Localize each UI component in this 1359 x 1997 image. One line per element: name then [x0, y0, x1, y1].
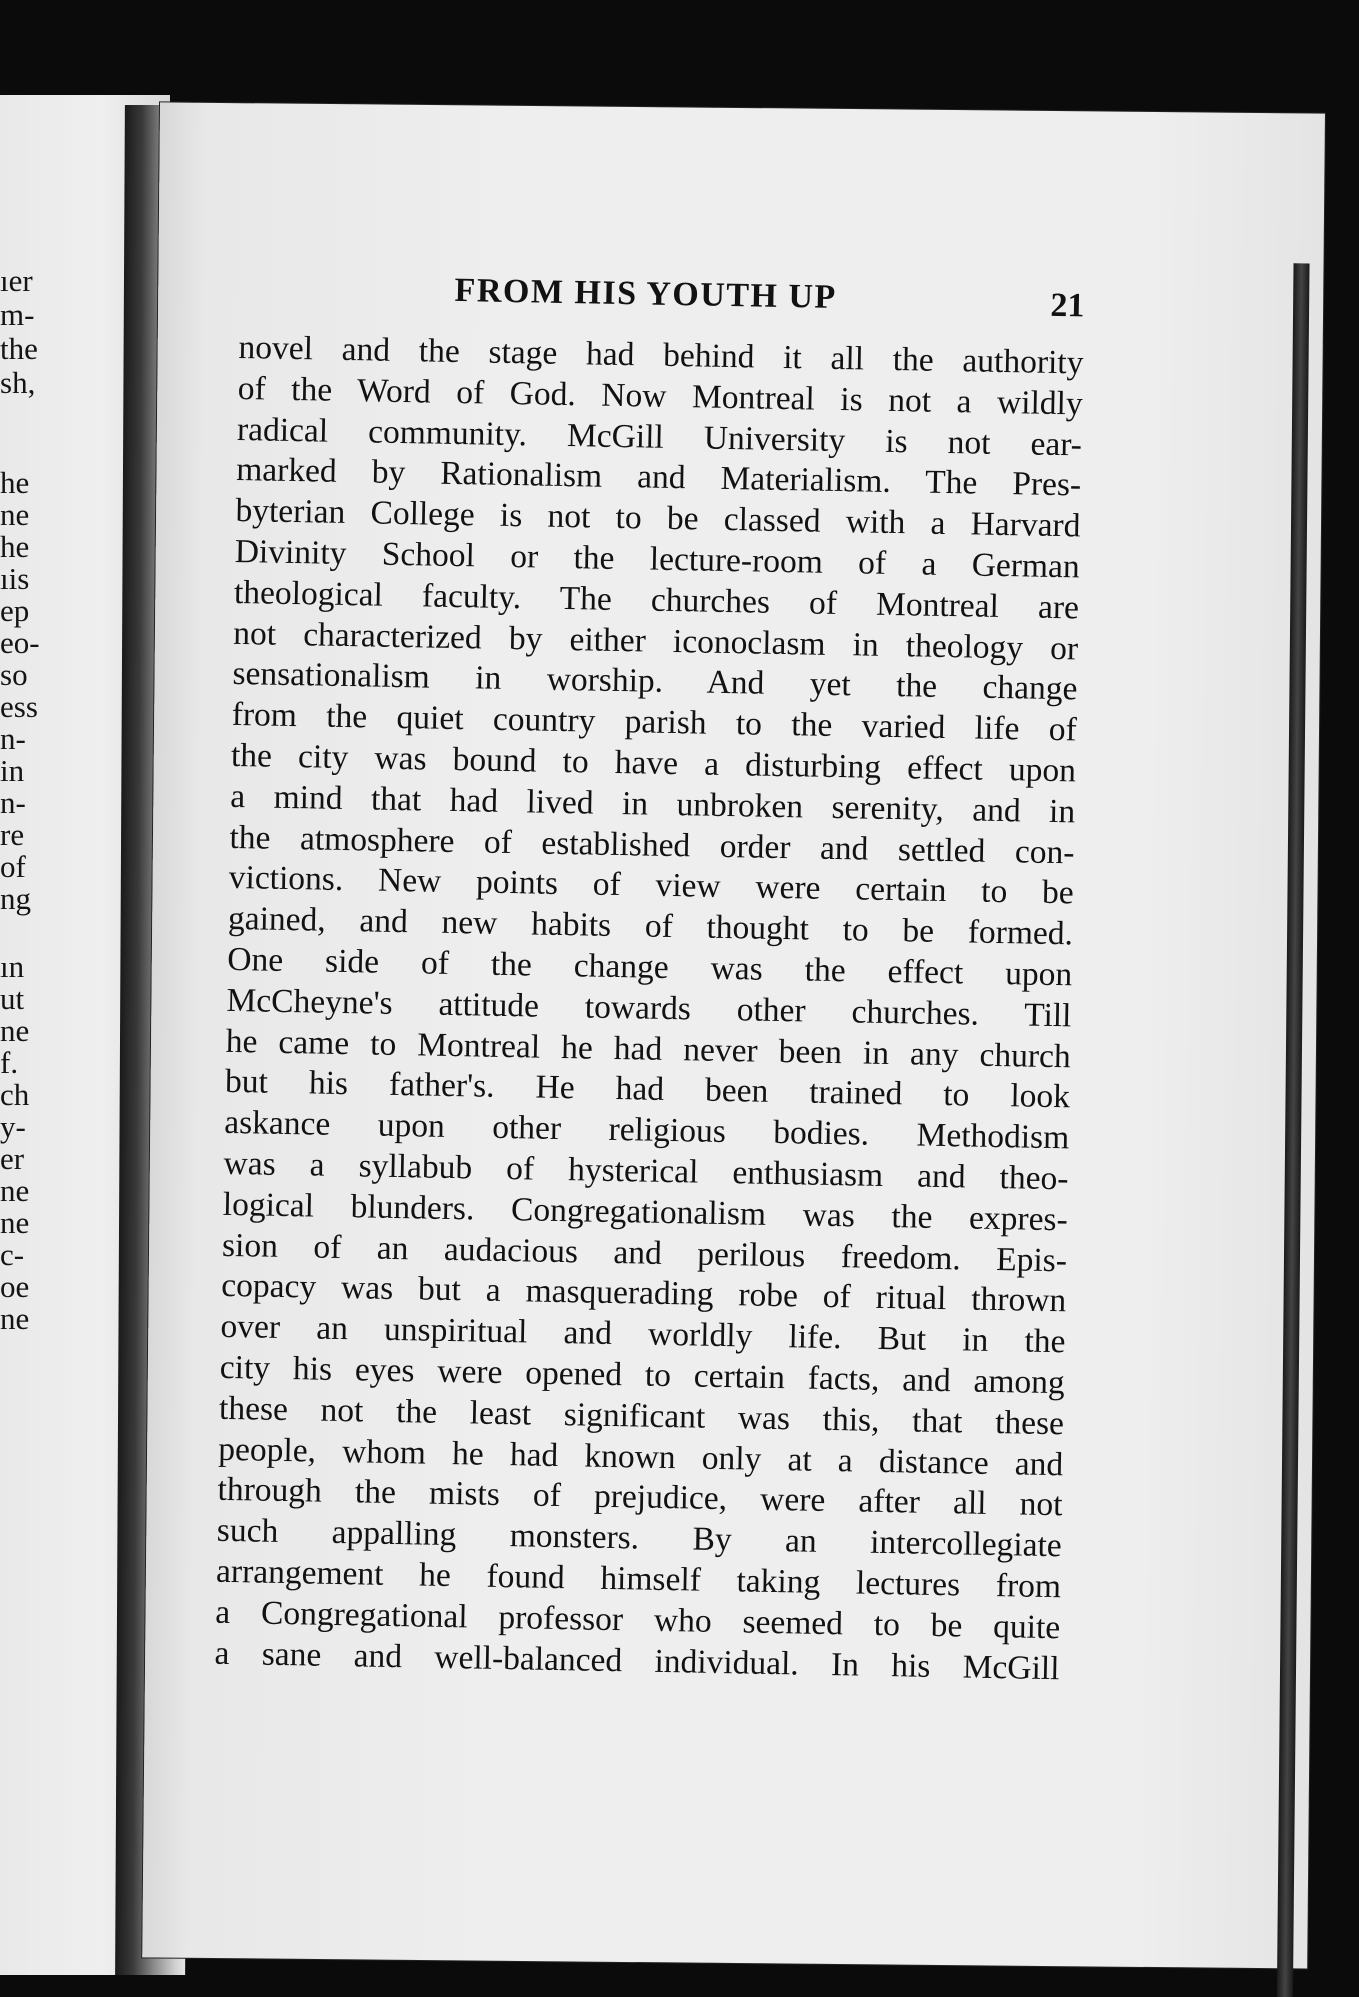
previous-page-fragment: n- — [0, 785, 26, 820]
text-line: askance upon other religious bodies. Methodism — [223, 1104, 1070, 1157]
previous-page-fragment: n- — [0, 721, 26, 756]
previous-page-fragment: the — [0, 331, 38, 366]
text-line: Divinity School or the lecture-room of a German — [234, 532, 1081, 586]
previous-page-fragment: ne — [0, 1013, 30, 1048]
text-line: he came to Montreal he had never been in any church — [225, 1022, 1072, 1075]
previous-page-fragment: he — [0, 465, 30, 500]
previous-page-fragment: ın — [0, 949, 25, 984]
text-line: such appalling monsters. By an intercollegiate — [216, 1511, 1063, 1565]
text-line: through the mists of prejudice, were after all not — [217, 1471, 1063, 1524]
text-line: arrangement he found himself taking lectures from — [215, 1552, 1062, 1606]
text-line: copacy was but a masquerading robe of ritual thrown — [221, 1267, 1067, 1320]
text-line: radical community. McGill University is not ear- — [236, 410, 1083, 464]
previous-page-fragment: ep — [0, 593, 30, 628]
previous-page-fragment: eo- — [0, 625, 40, 660]
text-line: sion of an audacious and perilous freedom. Epis- — [221, 1226, 1068, 1279]
text-line: not characterized by either iconoclasm in theology or — [232, 614, 1079, 667]
text-line: from the quiet country parish to the varied life of — [231, 696, 1078, 749]
previous-page-fragment: ne — [0, 1173, 30, 1208]
previous-page-fragment: ıis — [0, 561, 30, 596]
text-line: of the Word of God. Now Montreal is not a wildly — [237, 369, 1083, 423]
previous-page-fragment: er — [0, 1141, 25, 1176]
text-line: theological faculty. The churches of Montreal are — [233, 573, 1080, 627]
text-line: over an unspiritual and worldly life. But in the — [220, 1307, 1066, 1361]
previous-page-fragment: of — [0, 849, 26, 884]
previous-page-fragment: he — [0, 529, 30, 564]
previous-page-fragment: ne — [0, 1205, 30, 1240]
page-number: 21 — [1050, 286, 1085, 325]
previous-page-fragment: y- — [0, 1109, 26, 1144]
previous-page-fragment: sh, — [0, 365, 36, 400]
running-head-title: FROM HIS YOUTH UP — [454, 271, 838, 316]
text-line: the city was bound to have a disturbing effect upon — [230, 736, 1077, 790]
text-line: victions. New points of view were certain to be — [228, 859, 1075, 912]
previous-page-fragment: in — [0, 753, 25, 788]
previous-page-fragment: ıer — [0, 263, 33, 298]
previous-page-fragment: ut — [0, 981, 25, 1016]
text-line: was a syllabub of hysterical enthusiasm and theo- — [223, 1144, 1069, 1198]
previous-page-fragment: ess — [0, 689, 38, 724]
text-line: city his eyes were opened to certain facts, and among — [219, 1348, 1066, 1402]
page-text-block — [214, 268, 1085, 1690]
previous-page-fragment: re — [0, 817, 25, 852]
previous-page-fragment: ch — [0, 1077, 30, 1112]
previous-page-fragment: c- — [0, 1237, 25, 1272]
body-paragraph — [214, 328, 1084, 1690]
text-line: marked by Rationalism and Materialism. The Pres- — [235, 451, 1082, 504]
text-line: the atmosphere of established order and settled con- — [229, 818, 1075, 871]
text-line: a Congregational professor who seemed to be quite — [215, 1593, 1061, 1646]
text-line: sensationalism in worship. And yet the change — [232, 655, 1078, 708]
previous-page-fragment: ne — [0, 1301, 30, 1336]
text-line: but his father's. He had been trained to look — [224, 1063, 1071, 1116]
text-line: gained, and new habits of thought to be formed. — [227, 900, 1074, 953]
previous-page-fragment: ne — [0, 497, 30, 532]
text-line: byterian College is not to be classed with a Harvard — [235, 492, 1081, 545]
text-line: a sane and well-balanced individual. In his McGill — [214, 1634, 1060, 1687]
text-line: novel and the stage had behind it all the authority — [238, 328, 1084, 382]
text-line: these not the least significant was this, that these — [218, 1389, 1065, 1443]
previous-page-fragment: m- — [0, 297, 35, 332]
previous-page-fragment: f. — [0, 1045, 19, 1080]
text-line: a mind that had lived in unbroken serenity, and in — [229, 777, 1076, 831]
page-right-edge — [1277, 263, 1310, 1997]
text-line: people, whom he had known only at a distance and — [218, 1430, 1064, 1483]
text-line: logical blunders. Congregationalism was the expres- — [222, 1185, 1069, 1239]
previous-page-fragment: ng — [0, 881, 31, 916]
previous-page-fragment: oe — [0, 1269, 30, 1304]
text-line: One side of the change was the effect upon — [226, 940, 1073, 994]
previous-page-fragment: so — [0, 657, 28, 692]
text-line: McCheyne's attitude towards other churches. Till — [226, 981, 1072, 1035]
